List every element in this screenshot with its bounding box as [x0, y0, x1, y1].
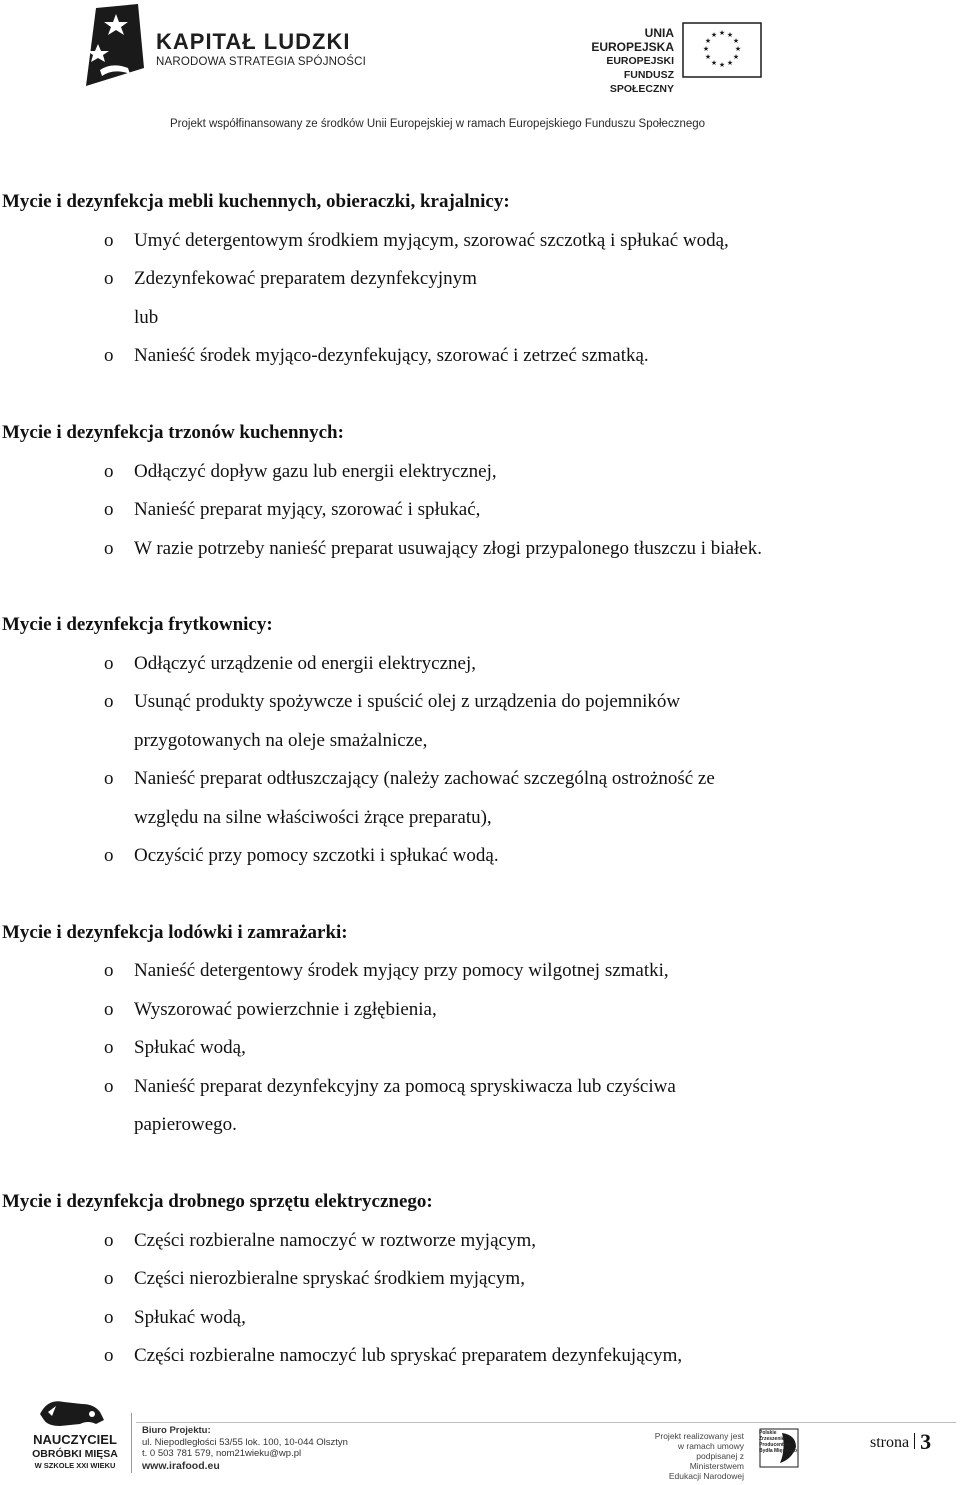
kapital-ludzki-logo-icon — [78, 4, 148, 86]
eu-line-2: EUROPEJSKI — [606, 55, 674, 67]
ministry-note-line: podpisanej z Ministerstwem — [689, 1451, 744, 1471]
project-office-contact: t. 0 503 781 579, nom21wieku@wp.pl — [142, 1448, 302, 1459]
bullet-marker: o — [104, 999, 114, 1020]
svg-text:★: ★ — [734, 45, 742, 53]
logo-line-2: OBRÓBKI MIĘSA — [32, 1448, 118, 1460]
svg-text:★: ★ — [702, 45, 710, 53]
svg-text:★: ★ — [732, 37, 740, 45]
kl-subtitle: NARODOWA STRATEGIA SPÓJNOŚCI — [156, 56, 367, 68]
eu-line-3: FUNDUSZ SPOŁECZNY — [609, 69, 674, 95]
logo-line-1: NAUCZYCIEL — [33, 1432, 117, 1447]
section-heading: Mycie i dezynfekcja trzonów kuchennych: — [2, 422, 344, 443]
bullet-marker: o — [104, 845, 114, 866]
list-item-text: Umyć detergentowym środkiem myjącym, szorować szczotką i spłukać wodą, — [134, 230, 729, 251]
page-header — [0, 0, 960, 140]
pzh-line: Producentów — [759, 1442, 791, 1448]
bullet-marker: o — [104, 960, 114, 981]
svg-text:★: ★ — [704, 53, 712, 61]
connector-text: lub — [134, 307, 159, 328]
list-item-continuation: względu na silne właściwości żrące preparatu), — [134, 807, 492, 828]
section-heading: Mycie i dezynfekcja drobnego sprzętu elektrycznego: — [2, 1191, 433, 1212]
list-item-continuation: papierowego. — [134, 1114, 237, 1135]
bullet-marker: o — [104, 1345, 114, 1366]
bullet-marker: o — [104, 653, 114, 674]
kl-title: KAPITAŁ LUDZKI — [156, 29, 351, 54]
eu-line-1: UNIA EUROPEJSKA — [591, 26, 674, 54]
page-footer — [0, 1385, 960, 1485]
list-item-text: Części rozbieralne namoczyć lub spryskać preparatem dezynfekującym, — [134, 1345, 683, 1366]
list-item-text: W razie potrzeby nanieść preparat usuwający złogi przypalonego tłuszczu i białek. — [134, 538, 762, 559]
bullet-marker: o — [104, 268, 114, 289]
eu-wordmark — [568, 26, 674, 96]
bullet-marker: o — [104, 230, 114, 251]
kapital-ludzki-wordmark — [156, 30, 366, 68]
svg-text:★: ★ — [718, 29, 726, 37]
bullet-marker: o — [104, 538, 114, 559]
list-item-text: Nanieść detergentowy środek myjący przy pomocy wilgotnej szmatki, — [134, 960, 669, 981]
svg-text:★: ★ — [710, 59, 718, 67]
svg-text:★: ★ — [726, 59, 734, 67]
bullet-marker: o — [104, 1076, 114, 1097]
list-item-text: Nanieść środek myjąco-dezynfekujący, szorować i zetrzeć szmatką. — [134, 345, 649, 366]
bullet-marker: o — [104, 499, 114, 520]
svg-text:★: ★ — [710, 31, 718, 39]
list-item-continuation: przygotowanych na oleje smażalnicze, — [134, 730, 428, 751]
eu-flag-icon — [682, 22, 762, 78]
page-number: 3 — [920, 1429, 932, 1454]
list-item-text: Usunąć produkty spożywcze i spuścić olej z urządzenia do pojemników — [134, 691, 681, 712]
svg-text:★: ★ — [718, 61, 726, 69]
bullet-marker: o — [104, 691, 114, 712]
list-item-text: Oczyścić przy pomocy szczotki i spłukać wodą. — [134, 845, 499, 866]
list-item-text: Spłukać wodą, — [134, 1037, 246, 1058]
list-item-text: Nanieść preparat dezynfekcyjny za pomocą spryskiwacza lub czyściwa — [134, 1076, 676, 1097]
bullet-marker: o — [104, 461, 114, 482]
list-item-text: Wyszorować powierzchnie i zgłębienia, — [134, 999, 437, 1020]
pzh-line: Bydła Mięsnego — [759, 1448, 798, 1454]
list-item-text: Nanieść preparat odtłuszczający (należy zachować szczególną ostrożność ze — [134, 768, 715, 789]
list-item-text: Odłączyć dopływ gazu lub energii elektrycznej, — [134, 461, 497, 482]
bullet-marker: o — [104, 768, 114, 789]
footer-divider — [131, 1413, 132, 1473]
project-office-info — [142, 1425, 348, 1472]
svg-text:★: ★ — [732, 53, 740, 61]
bullet-marker: o — [104, 1307, 114, 1328]
svg-text:★: ★ — [704, 37, 712, 45]
nauczyciel-obrobki-miesa-logo-icon — [30, 1390, 120, 1480]
svg-text:★: ★ — [726, 31, 734, 39]
project-office-website: www.irafood.eu — [142, 1459, 220, 1472]
project-office-address: ul. Niepodległości 53/55 lok. 100, 10-044 Olsztyn — [142, 1436, 348, 1448]
list-item-text: Odłączyć urządzenie od energii elektrycznej, — [134, 653, 476, 674]
pzhipbm-text — [759, 1430, 799, 1454]
list-item-text: Zdezynfekować preparatem dezynfekcyjnym — [134, 268, 477, 289]
section-heading: Mycie i dezynfekcja lodówki i zamrażarki: — [2, 922, 348, 943]
page-separator — [914, 1433, 915, 1449]
footer-rule — [136, 1422, 956, 1423]
page-number-block — [870, 1429, 931, 1455]
list-item-text: Nanieść preparat myjący, szorować i spłukać, — [134, 499, 481, 520]
list-item-text: Części rozbieralne namoczyć w roztworze myjącym, — [134, 1230, 536, 1251]
cofinancing-note: Projekt współfinansowany ze środków Unii Europejskiej w ramach Europejskiego Funduszu Społecznego — [170, 118, 706, 130]
page-label: strona — [870, 1434, 910, 1451]
section-heading: Mycie i dezynfekcja frytkownicy: — [2, 614, 273, 635]
bullet-marker: o — [104, 345, 114, 366]
bullet-marker: o — [104, 1037, 114, 1058]
pzh-line: Polskie — [759, 1430, 777, 1436]
pzh-line: Zrzeszenie — [759, 1436, 785, 1442]
list-item-text: Części nierozbieralne spryskać środkiem myjącym, — [134, 1268, 525, 1289]
ministry-note-line: Edukacji Narodowej — [668, 1471, 744, 1481]
ministry-note — [650, 1431, 744, 1481]
bullet-marker: o — [104, 1268, 114, 1289]
ministry-note-line: Projekt realizowany jest — [654, 1431, 744, 1441]
logo-line-3: W SZKOLE XXI WIEKU — [34, 1461, 116, 1470]
bullet-marker: o — [104, 1230, 114, 1251]
ministry-note-line: w ramach umowy — [677, 1441, 744, 1451]
project-office-title: Biuro Projektu: — [142, 1425, 211, 1436]
list-item-text: Spłukać wodą, — [134, 1307, 246, 1328]
section-heading: Mycie i dezynfekcja mebli kuchennych, obieraczki, krajalnicy: — [2, 191, 510, 212]
